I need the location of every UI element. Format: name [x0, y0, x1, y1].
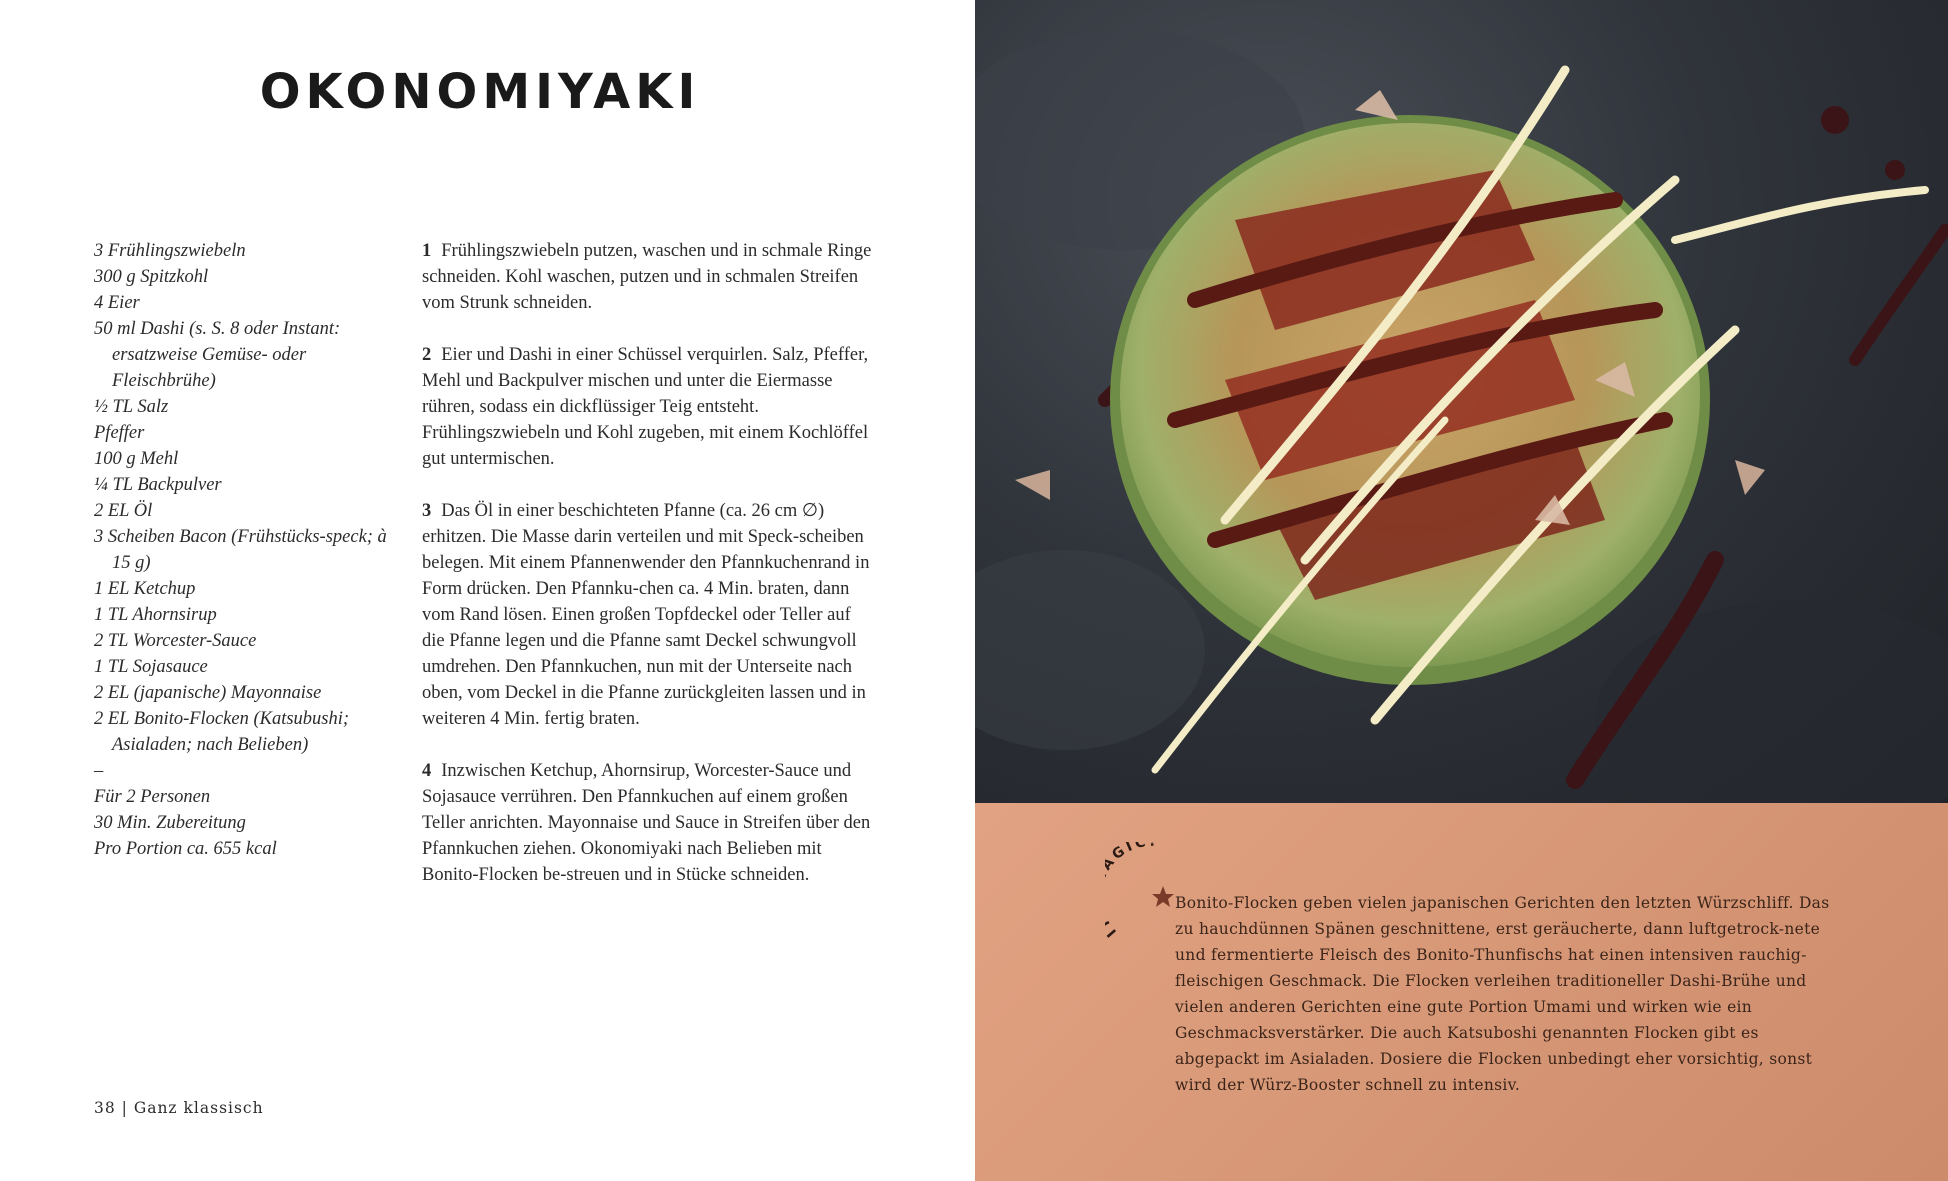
- ingredient-item: ½ TL Salz: [94, 397, 169, 417]
- prep-time: 30 Min. Zubereitung: [94, 813, 246, 833]
- ingredient-item: 50 ml Dashi (s. S. 8 oder Instant: ersatzweise Gemüse- oder Fleischbrühe): [94, 319, 341, 391]
- step-text: Frühlingszwiebeln putzen, waschen und in schmale Ringe schneiden. Kohl waschen, putzen und in schmalen Streifen vom Strunk schneiden.: [422, 241, 872, 313]
- ingredient-item: 2 EL Öl: [94, 501, 153, 521]
- step-text: Das Öl in einer beschichteten Pfanne (ca. 26 cm ∅) erhitzen. Die Masse darin verteilen und mit Speck-scheiben belegen. Mit einem Pfannenwender den Pfannkuchenrand in Form drücken. Den Pfannku-chen ca. 4 Min. braten, dann vom Rand lösen. Einen großen Topfdeckel oder Teller auf die Pfanne legen und die Pfanne samt Deckel schwungvoll umdrehen. Den Pfannkuchen, nun mit der Unterseite nach oben, vom Deckel in die Pfanne zurückgleiten lassen und in weiteren 4 Min. fertig braten.: [422, 501, 870, 729]
- page-number: 38: [94, 1099, 116, 1117]
- ingredient-item: 300 g Spitzkohl: [94, 267, 209, 287]
- step-3: [422, 498, 872, 732]
- step-number: 2: [422, 345, 432, 365]
- step-1: [422, 238, 872, 316]
- ingredient-item: 3 Frühlingszwiebeln: [94, 241, 246, 261]
- step-4: [422, 758, 872, 888]
- ingredient-item: 100 g Mehl: [94, 449, 179, 469]
- recipe-title: OKONOMIYAKI: [259, 64, 701, 120]
- servings: Für 2 Personen: [94, 787, 211, 807]
- step-number: 4: [422, 761, 432, 781]
- food-illustration: [975, 0, 1948, 803]
- step-text: Inzwischen Ketchup, Ahornsirup, Worcester-Sauce und Sojasauce verrühren. Den Pfannkuchen auf einem großen Teller anrichten. Mayonnaise und Sauce in Streifen über den Pfannkuchen ziehen. Okonomiyaki nach Belieben mit Bonito-Flocken be-streuen und in Stücke schneiden.: [422, 761, 871, 885]
- step-2: [422, 342, 872, 472]
- ingredient-item: Pfeffer: [94, 423, 145, 443]
- tip-paragraph: Bonito-Flocken geben vielen japanischen Gerichten den letzten Würzschliff. Das zu hauchdünnen Spänen geschnittene, erst geräucherte, dann luftgetrock-nete und fermentierte Fleisch des Bonito-Thunfischs hat einen intensiven rauchig-fleischigen Geschmack. Die Flocken verleihen traditioneller Dashi-Brühe und vielen anderen Gerichten eine gute Portion Umami und wirken wie ein Geschmacksverstärker. Die auch Katsuboshi genannten Flocken gibt es abgepackt im Asialaden. Dosiere die Flocken unbedingt eher vorsichtig, sonst wird der Würz-Booster schnell zu intensiv.: [1175, 894, 1830, 1094]
- svg-text:IT'S MAGIC!: [1105, 842, 1159, 940]
- ingredient-item: 4 Eier: [94, 293, 140, 313]
- ingredient-item: 1 TL Sojasauce: [94, 657, 208, 677]
- instruction-steps: [422, 238, 872, 914]
- ingredient-item: 2 TL Worcester-Sauce: [94, 631, 257, 651]
- step-number: 1: [422, 241, 432, 261]
- section-name: | Ganz klassisch: [121, 1099, 264, 1117]
- ingredient-item: 1 TL Ahornsirup: [94, 605, 217, 625]
- stamp-text: GIC: [1109, 842, 1150, 864]
- ingredient-item: ¼ TL Backpulver: [94, 475, 222, 495]
- ingredient-separator: –: [94, 761, 104, 781]
- star-icon: [1152, 886, 1174, 907]
- step-text: Eier und Dashi in einer Schüssel verquirlen. Salz, Pfeffer, Mehl und Backpulver mischen und unter die Eiermasse rühren, sodass ein dickflüssiger Teig entsteht. Frühlingszwiebeln und Kohl zugeben, mit einem Kochlöffel gut untermischen.: [422, 345, 869, 469]
- ingredient-item: 2 EL Bonito-Flocken (Katsubushi; Asialaden; nach Belieben): [94, 709, 350, 755]
- ingredient-item: 1 EL Ketchup: [94, 579, 196, 599]
- ingredient-item: 3 Scheiben Bacon (Frühstücks-speck; à 15 g): [94, 527, 387, 573]
- calories: Pro Portion ca. 655 kcal: [94, 839, 277, 859]
- ingredient-list: [94, 238, 394, 862]
- okonomiyaki-photo: [975, 0, 1948, 803]
- tip-text: [1175, 890, 1835, 1098]
- step-number: 3: [422, 501, 432, 521]
- page-footer: [94, 1099, 264, 1117]
- ingredient-item: 2 EL (japanische) Mayonnaise: [94, 683, 322, 703]
